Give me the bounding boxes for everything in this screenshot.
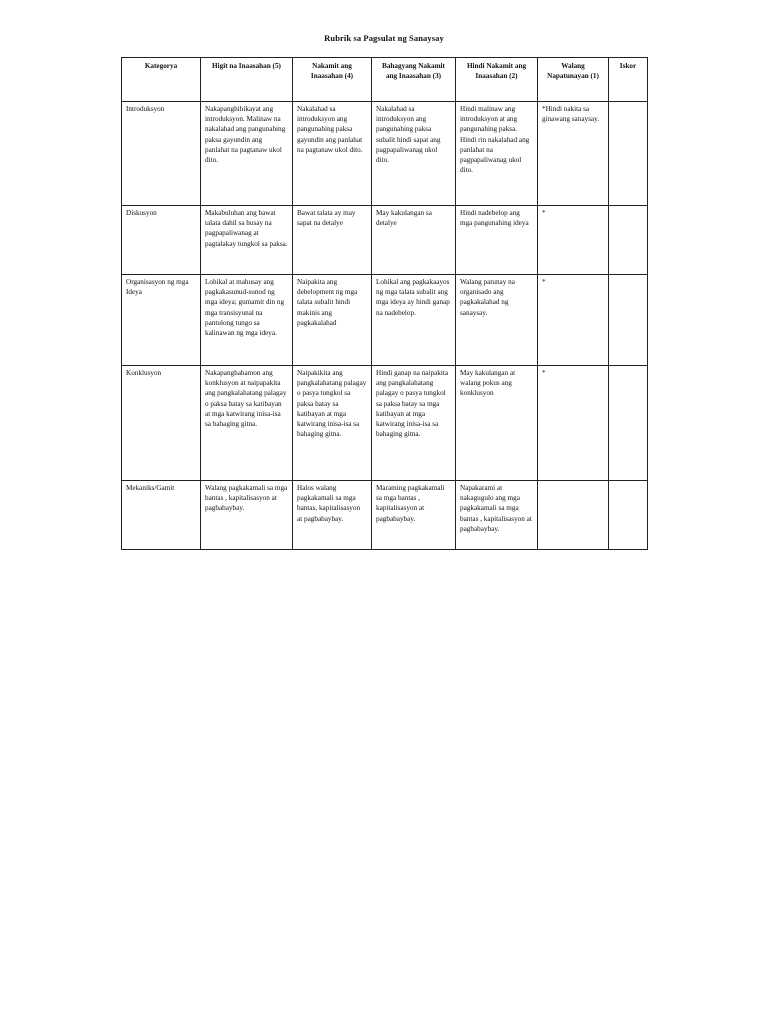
- category-cell: Diskusyon: [122, 206, 201, 275]
- rubric-table: [121, 57, 648, 550]
- table-row-konklusyon: [122, 366, 648, 481]
- criteria-cell-1: *: [538, 206, 609, 275]
- criteria-cell-1: *: [538, 366, 609, 481]
- table-row-introduksyon: [122, 102, 648, 206]
- criteria-cell-2: Hindi nadebelop ang mga pangunahing ideya: [456, 206, 538, 275]
- criteria-cell-3: Hindi ganap na naipakita ang pangkalahatang palagay o pasya tungkol sa paksa batay sa mga katibayan at mga katwirang inisa-isa sa bahaging gitna.: [372, 366, 456, 481]
- header-level-5: Higit na Inaasahan (5): [201, 58, 293, 102]
- criteria-cell-4: Naipakita ang debelopment ng mga talata subalit hindi makinis ang pagkakalahad: [293, 275, 372, 366]
- score-cell: [609, 481, 648, 550]
- criteria-cell-3: Lohikal ang pagkakaayos ng mga talata subalit ang mga ideya ay hindi ganap na nadebelop.: [372, 275, 456, 366]
- criteria-cell-5: Nakapanghihikayat ang introduksyon. Malinaw na nakalahad ang pangunahing paksa gayundin ang panlahat na pagtanaw ukol dito.: [201, 102, 293, 206]
- criteria-cell-2: May kakulangan at walang pokus ang konklusyon: [456, 366, 538, 481]
- score-cell: [609, 275, 648, 366]
- score-cell: [609, 102, 648, 206]
- criteria-cell-5: Nakapanghahamon ang konklusyon at naipapakita ang pangkalahatang palagay o paksa batay sa katibayan at mga katwirang inisa-isa sa bahaging gitna.: [201, 366, 293, 481]
- category-cell: Mekaniks/Gamit: [122, 481, 201, 550]
- criteria-cell-5: Walang pagkakamali sa mga bantas , kapitalisasyon at pagbabaybay.: [201, 481, 293, 550]
- criteria-cell-3: Nakalahad sa introduksyon ang pangunahing paksa subalit hindi sapat ang pagpapaliwanag ukol dito.: [372, 102, 456, 206]
- header-row: [122, 58, 648, 102]
- criteria-cell-2: Walang patunay na organisado ang pagkakalahad ng sanaysay.: [456, 275, 538, 366]
- criteria-cell-5: Lohikal at mahusay ang pagkakasunud-sunod ng mga ideya; gumamit din ng mga transisyunal na pantulong tungo sa kalinawan ng mga ideya.: [201, 275, 293, 366]
- criteria-cell-4: Bawat talata ay may sapat na detalye: [293, 206, 372, 275]
- header-iskor: Iskor: [609, 58, 648, 102]
- category-cell: Organisasyon ng mga Ideya: [122, 275, 201, 366]
- header-level-2: Hindi Nakamit ang Inaasahan (2): [456, 58, 538, 102]
- table-row-mekaniks: [122, 481, 648, 550]
- category-cell: Introduksyon: [122, 102, 201, 206]
- header-level-4: Nakamit ang Inaasahan (4): [293, 58, 372, 102]
- criteria-cell-4: Naipakikita ang pangkalahatang palagay o pasya tungkol sa paksa batay sa katibayan at mga katwirang inisa-isa sa bahaging gitna.: [293, 366, 372, 481]
- criteria-cell-4: Halos walang pagkakamali sa mga bantas, kapitalisasyon at pagbabaybay.: [293, 481, 372, 550]
- criteria-cell-4: Nakalahad sa introduksyon ang pangunahing paksa gayundin ang panlahat na pagtanaw ukol dito.: [293, 102, 372, 206]
- category-cell: Konklusyon: [122, 366, 201, 481]
- criteria-cell-1: *: [538, 275, 609, 366]
- score-cell: [609, 206, 648, 275]
- header-level-1: Walang Napatunayan (1): [538, 58, 609, 102]
- criteria-cell-3: Maraming pagkakamali sa mga bantas , kapitalisasyon at pagbabaybay.: [372, 481, 456, 550]
- header-level-3: Bahagyang Nakamit ang Inaasahan (3): [372, 58, 456, 102]
- criteria-cell-1: *Hindi nakita sa ginawang sanaysay.: [538, 102, 609, 206]
- criteria-cell-3: May kakulangan sa detalye: [372, 206, 456, 275]
- criteria-cell-2: Hindi malinaw ang introduksyon at ang pangunahing paksa. Hindi rin nakalahad ang panlahat na pagpapaliwanag ukol dito.: [456, 102, 538, 206]
- criteria-cell-5: Makabuluhan ang bawat talata dahil sa husay na pagpapaliwanag at pagtalakay tungkol sa paksa.: [201, 206, 293, 275]
- document-title: Rubrik sa Pagsulat ng Sanaysay: [324, 33, 444, 43]
- criteria-cell-1: [538, 481, 609, 550]
- table-row-diskusyon: [122, 206, 648, 275]
- score-cell: [609, 366, 648, 481]
- criteria-cell-2: Napakarami at nakagugulo ang mga pagkakamali sa mga bantas , kapitalisasyon at pagbabaybay.: [456, 481, 538, 550]
- header-kategorya: Kategorya: [122, 58, 201, 102]
- table-row-organisasyon: [122, 275, 648, 366]
